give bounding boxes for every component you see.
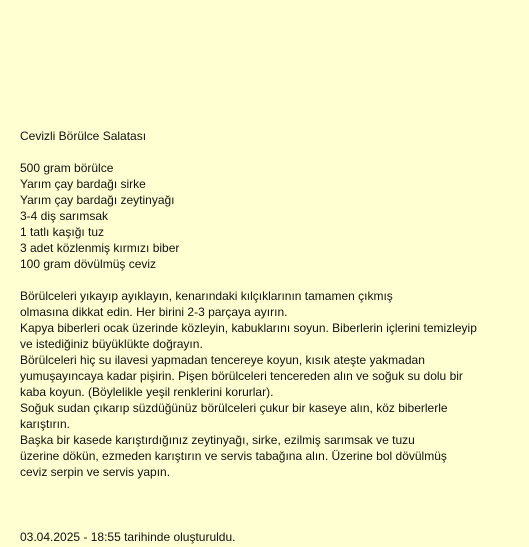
instruction-line: kaba koyun. (Böylelikle yeşil renklerini korurlar). bbox=[20, 385, 274, 399]
ingredient-item: 100 gram dövülmüş ceviz bbox=[20, 257, 157, 271]
ingredient-item: Yarım çay bardağı zeytinyağı bbox=[20, 193, 175, 207]
created-timestamp: 03.04.2025 - 18:55 tarihinde oluşturuldu. bbox=[20, 530, 236, 544]
instruction-line: Börülceleri hiç su ilavesi yapmadan tencereye koyun, kısık ateşte yakmadan bbox=[20, 353, 425, 367]
instruction-line: Soğuk sudan çıkarıp süzdüğünüz börülceleri çukur bir kaseye alın, köz biberlerle bbox=[20, 401, 448, 415]
instruction-line: yumuşayıncaya kadar pişirin. Pişen börülceleri tencereden alın ve soğuk su dolu bir bbox=[20, 369, 463, 383]
ingredient-item: 3-4 diş sarımsak bbox=[20, 209, 109, 223]
ingredient-list bbox=[20, 160, 520, 272]
instruction-line: ve istediğiniz büyüklükte doğrayın. bbox=[20, 337, 203, 351]
ingredient-item: Yarım çay bardağı sirke bbox=[20, 177, 146, 191]
instructions-text bbox=[20, 288, 520, 480]
instruction-line: Börülceleri yıkayıp ayıklayın, kenarındaki kılçıklarının tamamen çıkmış bbox=[20, 289, 393, 303]
recipe-document bbox=[20, 128, 520, 480]
recipe-title: Cevizli Börülce Salatası bbox=[20, 129, 147, 143]
ingredient-item: 3 adet közlenmiş kırmızı biber bbox=[20, 241, 180, 255]
ingredient-item: 1 tatlı kaşığı tuz bbox=[20, 225, 105, 239]
instruction-line: Kapya biberleri ocak üzerinde közleyin, kabuklarını soyun. Biberlerin içlerini temizleyip bbox=[20, 321, 477, 335]
ingredient-item: 500 gram börülce bbox=[20, 161, 114, 175]
instruction-line: Başka bir kasede karıştırdığınız zeytinyağı, sirke, ezilmiş sarımsak ve tuzu bbox=[20, 433, 415, 447]
instruction-line: ceviz serpin ve servis yapın. bbox=[20, 465, 171, 479]
instruction-line: üzerine dökün, ezmeden karıştırın ve servis tabağına alın. Üzerine bol dövülmüş bbox=[20, 449, 447, 463]
instruction-line: olmasına dikkat edin. Her birini 2-3 parçaya ayırın. bbox=[20, 305, 288, 319]
instruction-line: karıştırın. bbox=[20, 417, 71, 431]
